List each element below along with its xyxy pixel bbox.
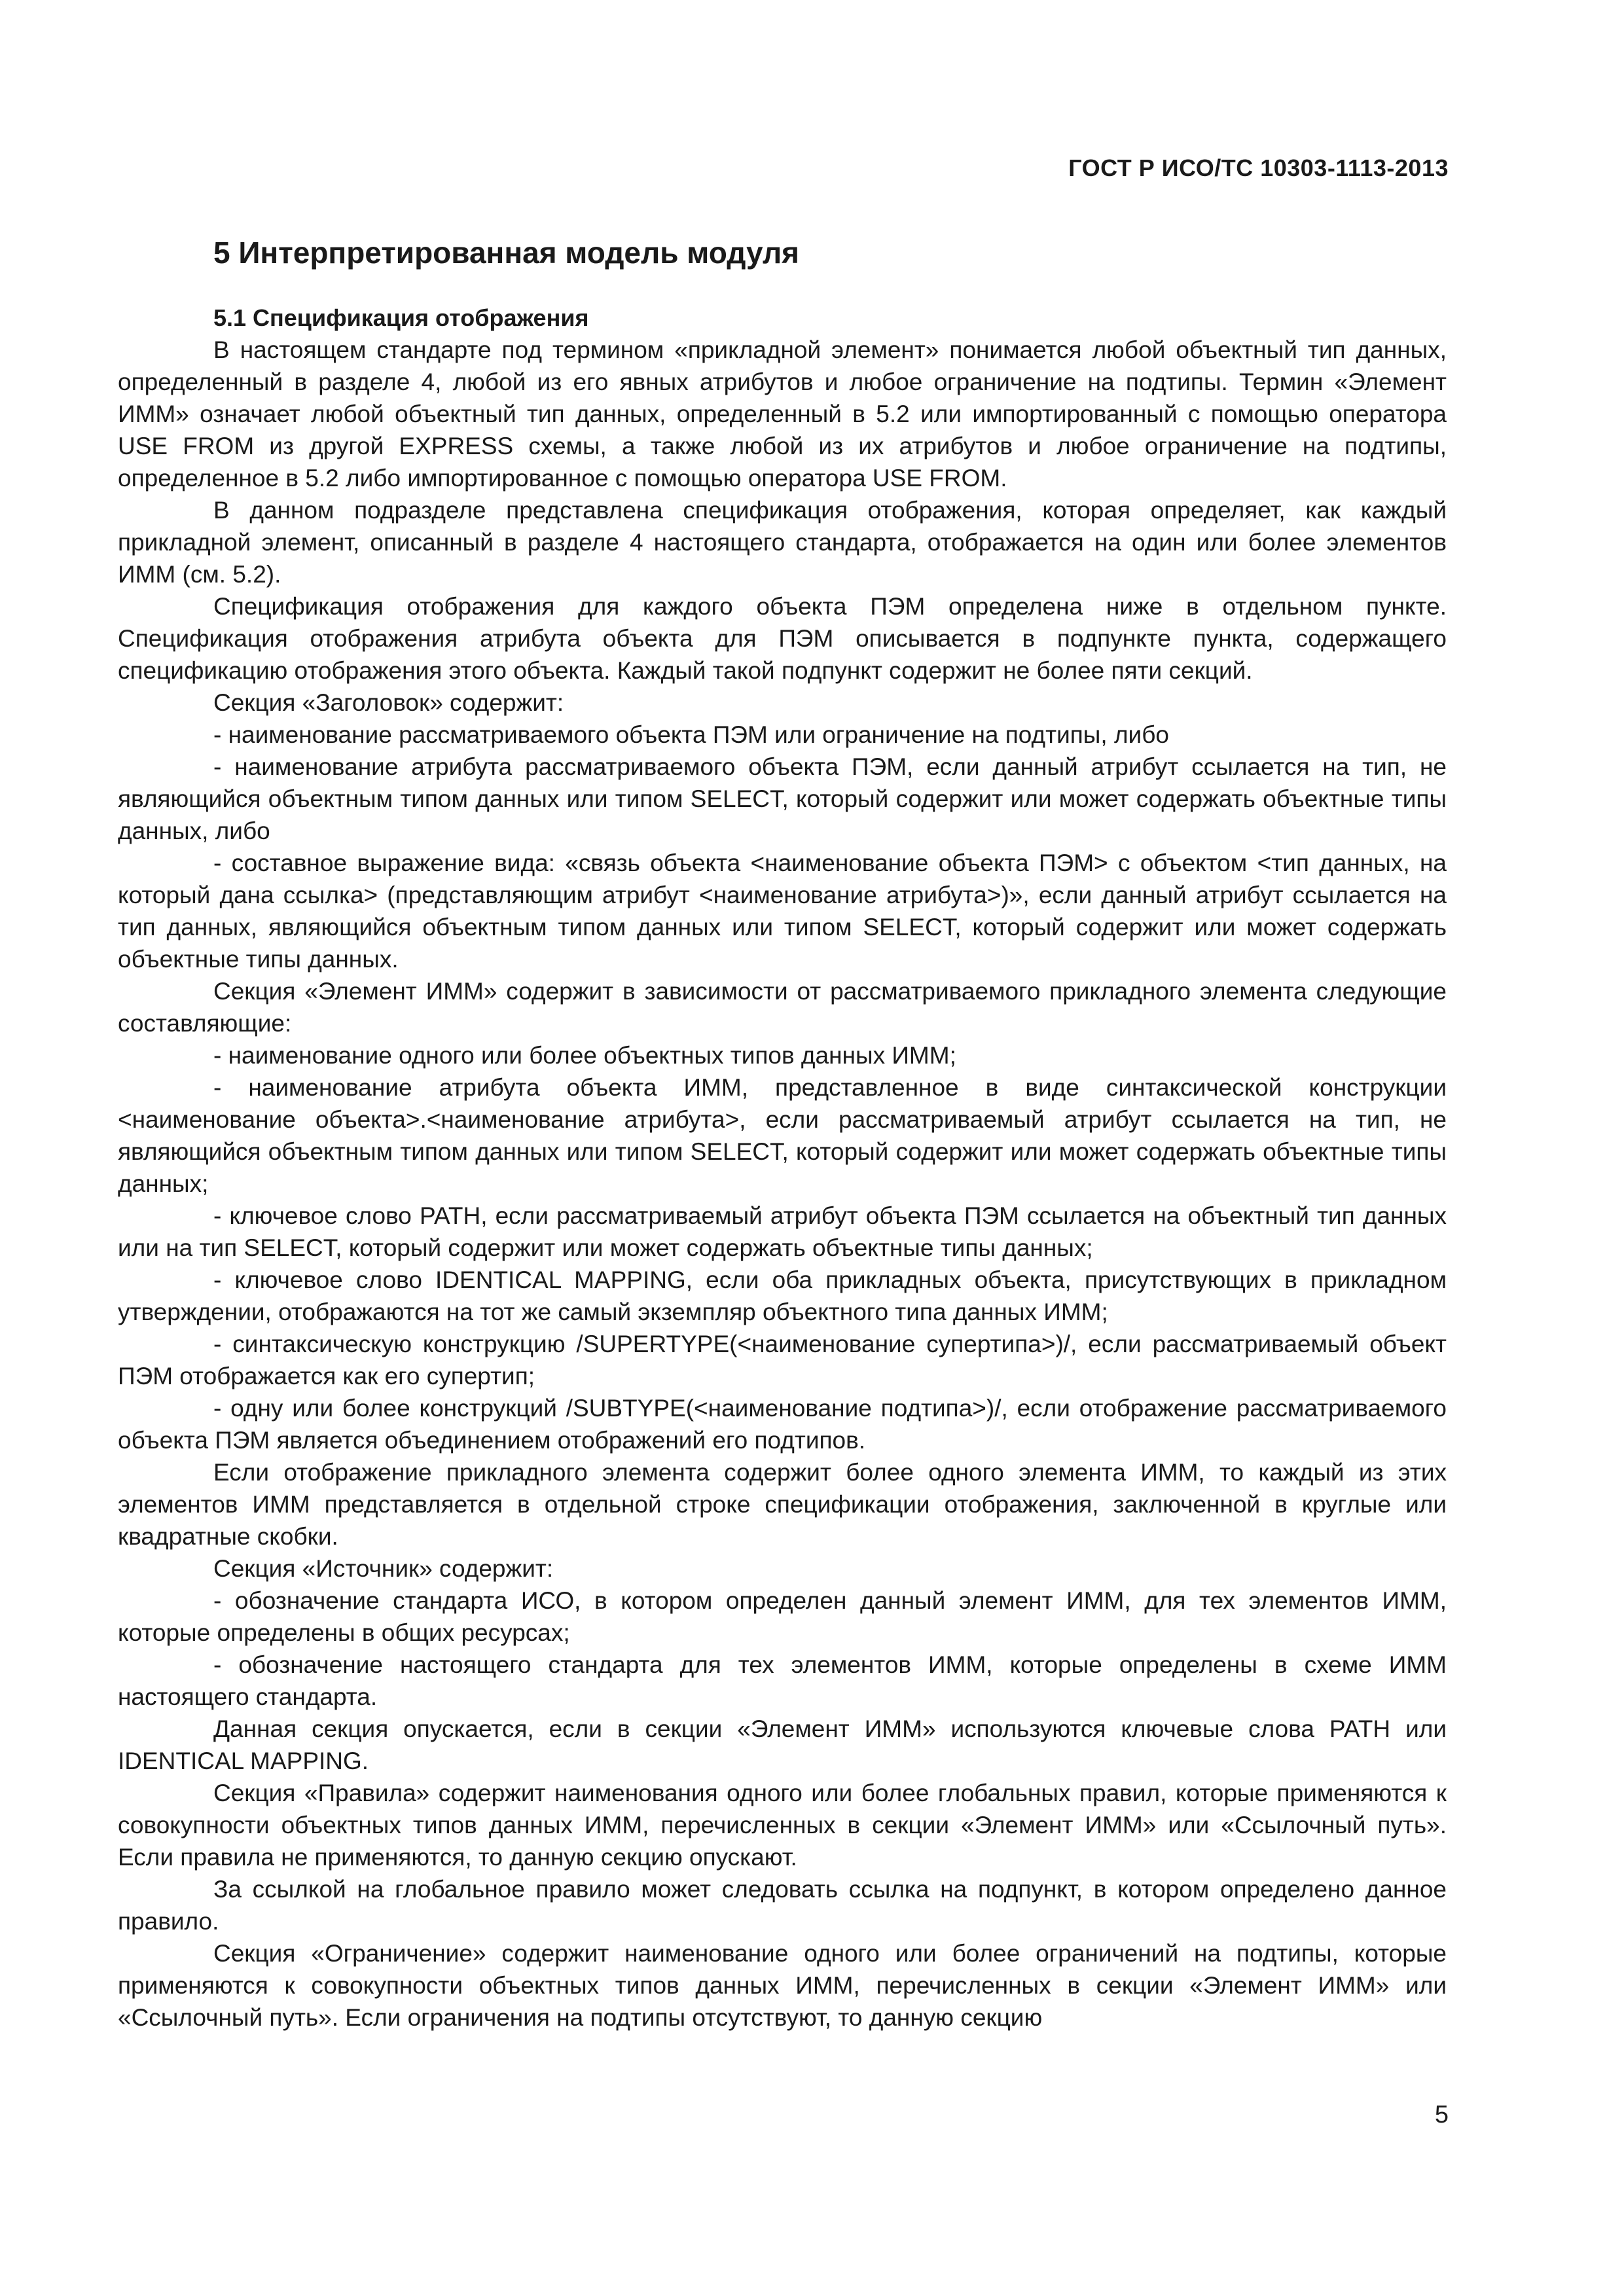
list-item: - наименование атрибута объекта ИММ, представленное в виде синтаксической конструкции <наименование объекта>.<наименование атрибута>, если рассматриваемый атрибут ссылается на тип, не являющийся объектным типом данных или типом SELECT, который содержит или может содержать объектные типы данных; bbox=[118, 1074, 1447, 1197]
section-title: 5 Интерпретированная модель модуля bbox=[213, 236, 800, 270]
list-item: - ключевое слово IDENTICAL MAPPING, если оба прикладных объекта, присутствующих в прикладном утверждении, отображаются на тот же самый экземпляр объектного типа данных ИММ; bbox=[118, 1266, 1447, 1325]
paragraph: Секция «Элемент ИММ» содержит в зависимости от рассматриваемого прикладного элемента следующие составляющие: bbox=[118, 978, 1447, 1037]
paragraph: В настоящем стандарте под термином «прикладной элемент» понимается любой объектный тип данных, определенный в разделе 4, любой из его явных атрибутов и любое ограничение на подтипы. Термин «Элемент ИММ» означает любой объектный тип данных, определенный в 5.2 или импортированный с помощью оператора USE FROM из другой EXPRESS схемы, а также любой из их атрибутов и любое ограничение на подтипы, определенное в 5.2 либо импортированное с помощью оператора USE FROM. bbox=[118, 336, 1447, 492]
paragraph: Секция «Источник» содержит: bbox=[213, 1555, 554, 1582]
list-item: - составное выражение вида: «связь объекта <наименование объекта ПЭМ> с объектом <тип данных, на который дана ссылка> (представляющим атрибут <наименование атрибута>)», если данный атрибут ссылается на тип данных, являющийся объектным типом данных или типом SELECT, который содержит или может содержать объектные типы данных. bbox=[118, 850, 1447, 973]
subsection-title: 5.1 Спецификация отображения bbox=[213, 304, 589, 331]
list-item: - обозначение стандарта ИСО, в котором определен данный элемент ИММ, для тех элементов ИММ, которые определены в общих ресурсах; bbox=[118, 1587, 1447, 1646]
list-item: - одну или более конструкций /SUBTYPE(<наименование подтипа>)/, если отображение рассматриваемого объекта ПЭМ является объединением отображений его подтипов. bbox=[118, 1395, 1447, 1454]
paragraph: Данная секция опускается, если в секции «Элемент ИММ» используются ключевые слова PATH или IDENTICAL MAPPING. bbox=[118, 1715, 1447, 1774]
list-item: - наименование одного или более объектных типов данных ИММ; bbox=[213, 1042, 956, 1069]
paragraph: Секция «Правила» содержит наименования одного или более глобальных правил, которые применяются к совокупности объектных типов данных ИММ, перечисленных в секции «Элемент ИММ» или «Ссылочный путь». Если правила не применяются, то данную секцию опускают. bbox=[118, 1780, 1447, 1871]
paragraph: За ссылкой на глобальное правило может следовать ссылка на подпункт, в котором определено данное правило. bbox=[118, 1876, 1447, 1935]
page-content bbox=[118, 233, 1447, 2034]
standard-designation: ГОСТ Р ИСО/ТС 10303-1113-2013 bbox=[1068, 154, 1449, 181]
list-item: - наименование рассматриваемого объекта ПЭМ или ограничение на подтипы, либо bbox=[213, 721, 1169, 748]
paragraph: В данном подразделе представлена спецификация отображения, которая определяет, как каждый прикладной элемент, описанный в разделе 4 настоящего стандарта, отображается на один или более элементов ИММ (см. 5.2). bbox=[118, 497, 1447, 588]
list-item: - обозначение настоящего стандарта для тех элементов ИММ, которые определены в схеме ИММ настоящего стандарта. bbox=[118, 1651, 1447, 1710]
list-item: - ключевое слово PATH, если рассматриваемый атрибут объекта ПЭМ ссылается на объектный тип данных или на тип SELECT, который содержит или может содержать объектные типы данных; bbox=[118, 1202, 1447, 1261]
paragraph: Секция «Ограничение» содержит наименование одного или более ограничений на подтипы, которые применяются к совокупности объектных типов данных ИММ, перечисленных в секции «Элемент ИММ» или «Ссылочный путь». Если ограничения на подтипы отсутствуют, то данную секцию bbox=[118, 1940, 1447, 2031]
paragraph: Если отображение прикладного элемента содержит более одного элемента ИММ, то каждый из этих элементов ИММ представляется в отдельной строке спецификации отображения, заключенной в круглые или квадратные скобки. bbox=[118, 1459, 1447, 1550]
paragraph: Секция «Заголовок» содержит: bbox=[213, 689, 564, 716]
list-item: - синтаксическую конструкцию /SUPERTYPE(<наименование супертипа>)/, если рассматриваемый объект ПЭМ отображается как его супертип; bbox=[118, 1331, 1447, 1390]
list-item: - наименование атрибута рассматриваемого объекта ПЭМ, если данный атрибут ссылается на тип, не являющийся объектным типом данных или типом SELECT, который содержит или может содержать объектные типы данных, либо bbox=[118, 753, 1447, 844]
paragraph: Спецификация отображения для каждого объекта ПЭМ определена ниже в отдельном пункте. Спецификация отображения атрибута объекта для ПЭМ описывается в подпункте пункта, содержащего спецификацию отображения этого объекта. Каждый такой подпункт содержит не более пяти секций. bbox=[118, 593, 1447, 684]
page-number: 5 bbox=[1434, 2101, 1449, 2128]
